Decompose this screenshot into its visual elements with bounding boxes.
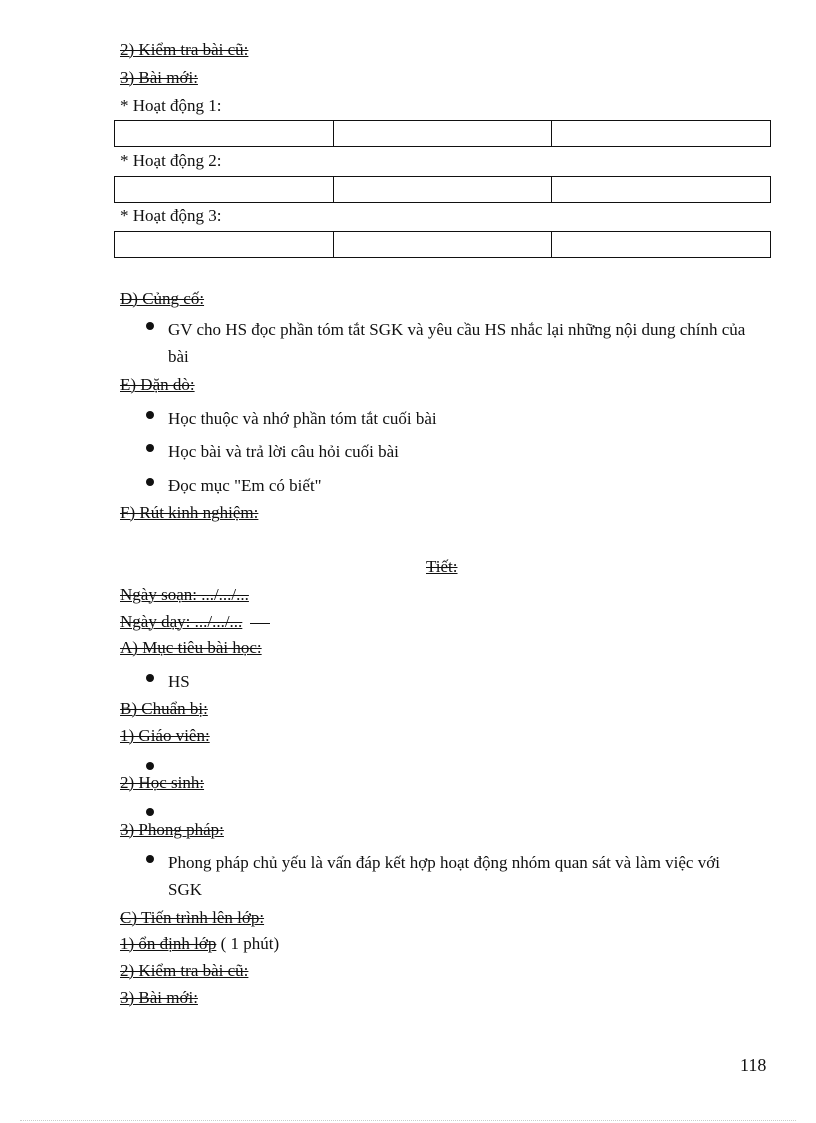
activity-2-label: * Hoạt động 2: [120,151,222,170]
activity-1-table [114,120,771,147]
table-cell [333,177,552,203]
page-bottom-divider [20,1120,796,1121]
procedure-heading: C) Tiến trình lên lớp: [120,908,265,927]
bullet-icon [146,444,154,452]
check-old-lesson-heading-2: 2) Kiểm tra bài cũ: [120,961,249,980]
stabilize-time: ( 1 phút) [216,934,280,953]
stabilize-line [120,934,279,954]
table-cell [552,121,771,147]
objectives-heading: A) Mục tiêu bài học: [120,638,262,657]
bullet-icon [146,762,154,770]
prep-date [120,585,249,605]
homework-item: Học bài và trả lời câu hỏi cuối bài [168,442,399,461]
table-cell [115,177,334,203]
bullet-icon [146,322,154,330]
table-cell [333,121,552,147]
page-number: 118 [740,1055,767,1075]
table-cell [115,232,334,258]
stabilize-text: 1) ổn định lớp [120,934,217,953]
method-heading: 3) Phong pháp: [120,820,224,839]
bullet-icon [146,411,154,419]
check-old-lesson-heading: 2) Kiểm tra bài cũ: [120,40,249,59]
activity-2-table [114,176,771,203]
preparation-heading: B) Chuẩn bị: [120,699,208,718]
prep-date-text: Ngày soạn: .../.../... [120,585,249,604]
bullet-icon [146,808,154,816]
homework-item: Học thuộc và nhớ phần tóm tắt cuối bài [168,409,437,428]
activity-3-label: * Hoạt động 3: [120,206,222,225]
bullet-icon [146,855,154,863]
teacher-heading: 1) Giáo viên: [120,726,210,745]
method-item: Phong pháp chủ yếu là vấn đáp kết hợp hoạt động nhóm quan sát và làm việc với SGK [168,853,720,899]
table-cell [333,232,552,258]
period-heading: Tiết: [426,557,458,576]
objective-item: HS [168,672,190,691]
consolidation-item: GV cho HS đọc phần tóm tắt SGK và yêu cầu HS nhắc lại những nội dung chính của bài [168,320,746,366]
activity-1-label: * Hoạt động 1: [120,96,222,115]
experience-heading: F) Rút kinh nghiệm: [120,503,259,522]
teach-date [120,612,270,632]
bullet-icon [146,478,154,486]
teach-date-text: Ngày dạy: .../.../... [120,612,243,631]
table-cell [552,177,771,203]
activity-3-table [114,231,771,258]
bullet-icon [146,674,154,682]
homework-item: Đọc mục "Em có biết" [168,476,322,495]
consolidation-heading: D) Củng cố: [120,289,205,308]
dash-mark [250,623,270,624]
table-cell [115,121,334,147]
student-heading: 2) Học sinh: [120,773,205,792]
homework-heading: E) Dặn dò: [120,375,195,394]
new-lesson-heading-2: 3) Bài mới: [120,988,198,1007]
table-cell [552,232,771,258]
new-lesson-heading: 3) Bài mới: [120,68,198,87]
